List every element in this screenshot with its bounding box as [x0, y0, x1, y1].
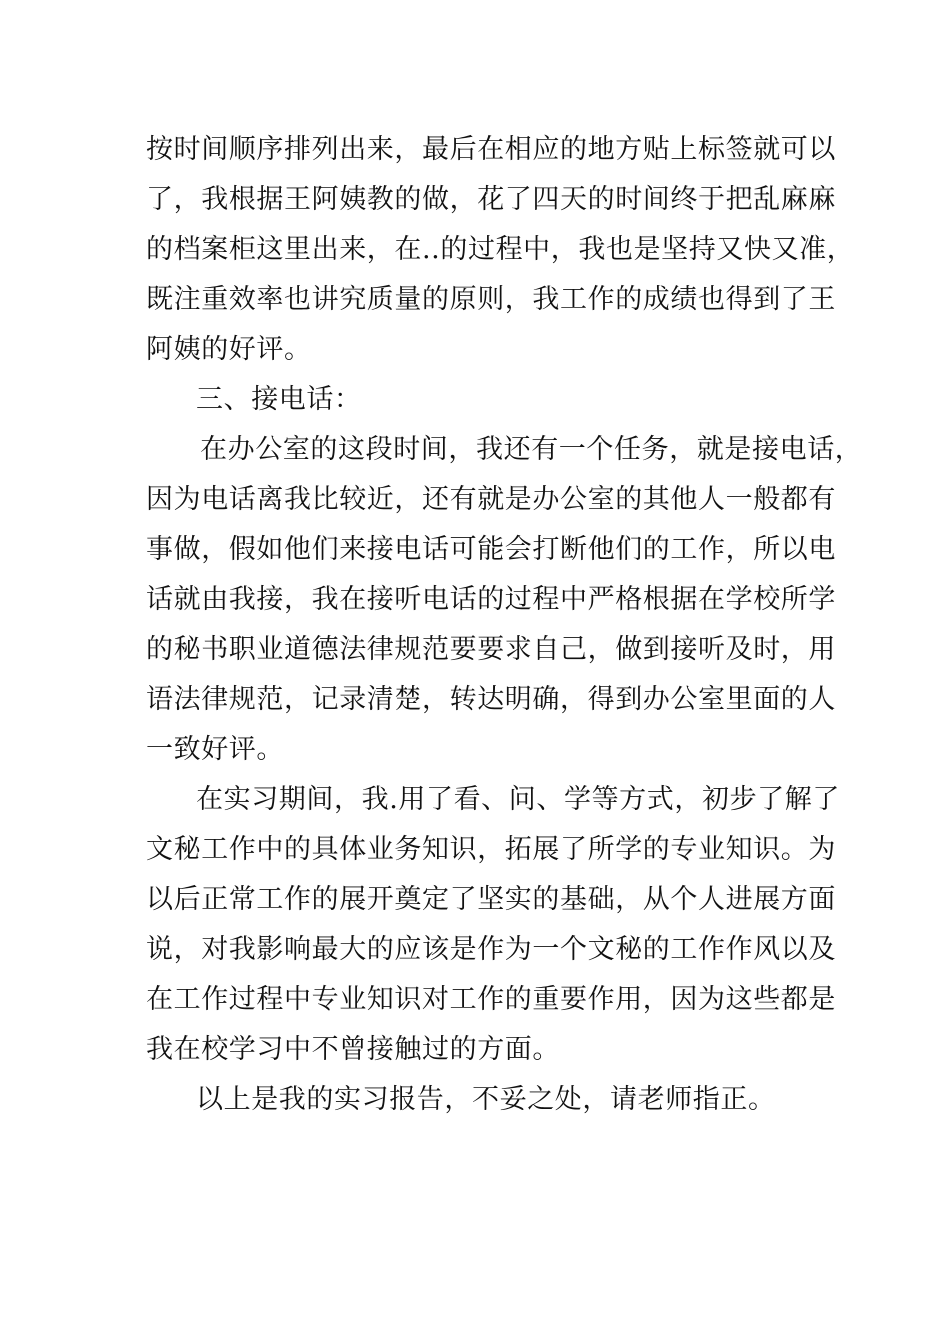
text-line: 说，对我影响最大的应该是作为一个文秘的工作作风以及	[146, 934, 836, 965]
text-line: 在工作过程中专业知识对工作的重要作用，因为这些都是	[146, 984, 836, 1015]
text-line: 的档案柜这里出来，在..的过程中，我也是坚持又快又准，	[146, 234, 855, 265]
section-heading: 三、接电话：	[196, 384, 362, 415]
text-line: 阿姨的好评。	[146, 334, 312, 365]
text-line: 在实习期间，我.用了看、问、学等方式，初步了解了	[196, 784, 840, 815]
text-line: 既注重效率也讲究质量的原则，我工作的成绩也得到了王	[146, 284, 836, 315]
text-line: 语法律规范，记录清楚，转达明确，得到办公室里面的人	[146, 684, 836, 715]
text-line: 以后正常工作的展开奠定了坚实的基础，从个人进展方面	[146, 884, 836, 915]
text-line: 文秘工作中的具体业务知识，拓展了所学的专业知识。为	[146, 834, 836, 865]
text-line: 的秘书职业道德法律规范要要求自己，做到接听及时，用	[146, 634, 836, 665]
text-line: 事做，假如他们来接电话可能会打断他们的工作，所以电	[146, 534, 836, 565]
text-line: 按时间顺序排列出来，最后在相应的地方贴上标签就可以	[146, 134, 836, 165]
text-line: 因为电话离我比较近，还有就是办公室的其他人一般都有	[146, 484, 836, 515]
text-line: 在办公室的这段时间，我还有一个任务，就是接电话，	[200, 434, 863, 465]
text-line: 我在校学习中不曾接触过的方面。	[146, 1034, 560, 1065]
text-line: 一致好评。	[146, 734, 284, 765]
text-line: 以上是我的实习报告，不妥之处，请老师指正。	[196, 1084, 776, 1115]
text-line: 话就由我接，我在接听电话的过程中严格根据在学校所学	[146, 584, 836, 615]
text-line: 了，我根据王阿姨教的做，花了四天的时间终于把乱麻麻	[146, 184, 836, 215]
